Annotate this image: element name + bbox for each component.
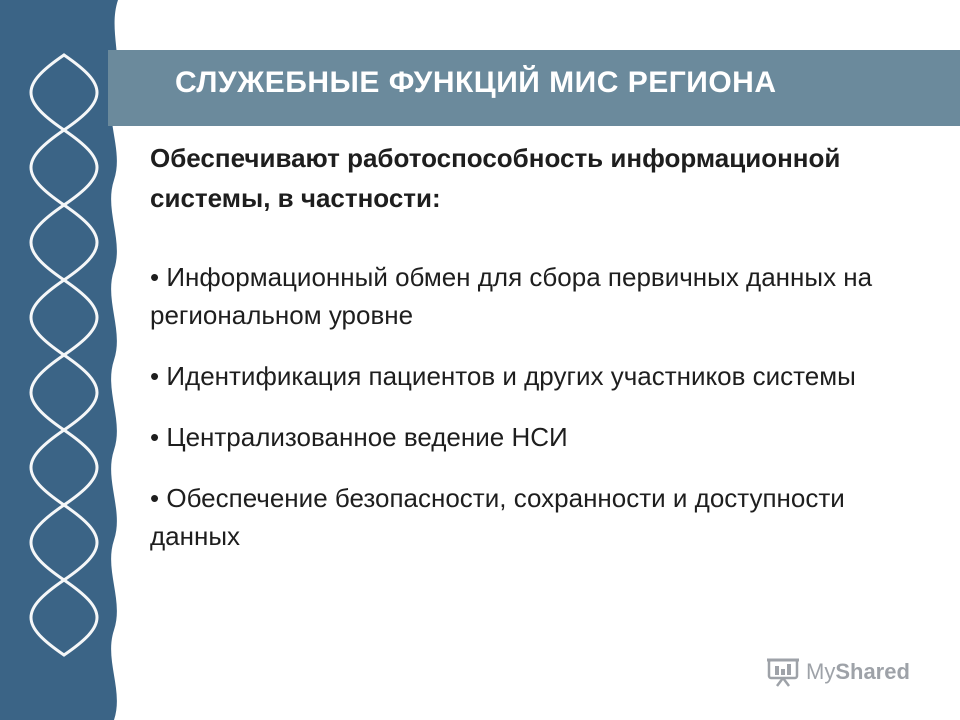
bullet-marker: • [150,422,160,452]
bullet-marker: • [150,483,160,513]
intro-text: Обеспечивают работоспособность информационной системы, в частности: [150,143,841,213]
watermark-logo [766,656,910,688]
bullet-text: Информационный обмен для сбора первичных данных на региональном уровне [150,262,873,330]
bullet-marker: • [150,361,160,391]
list-item [150,418,940,456]
bullet-text: Централизованное ведение НСИ [166,422,568,452]
bullet-marker: • [150,262,160,292]
list-item [150,479,940,555]
presentation-board-icon [766,657,800,687]
list-item [150,357,940,395]
slide-content [150,138,940,578]
watermark-text: MyShared [806,659,910,684]
slide-title: СЛУЖЕБНЫЕ ФУНКЦИЙ МИС РЕГИОНА [175,66,777,99]
bullet-list [150,258,940,555]
list-item [150,258,940,334]
bullet-text: Обеспечение безопасности, сохранности и доступности данных [150,483,845,551]
bullet-text: Идентификация пациентов и других участников системы [166,361,856,391]
